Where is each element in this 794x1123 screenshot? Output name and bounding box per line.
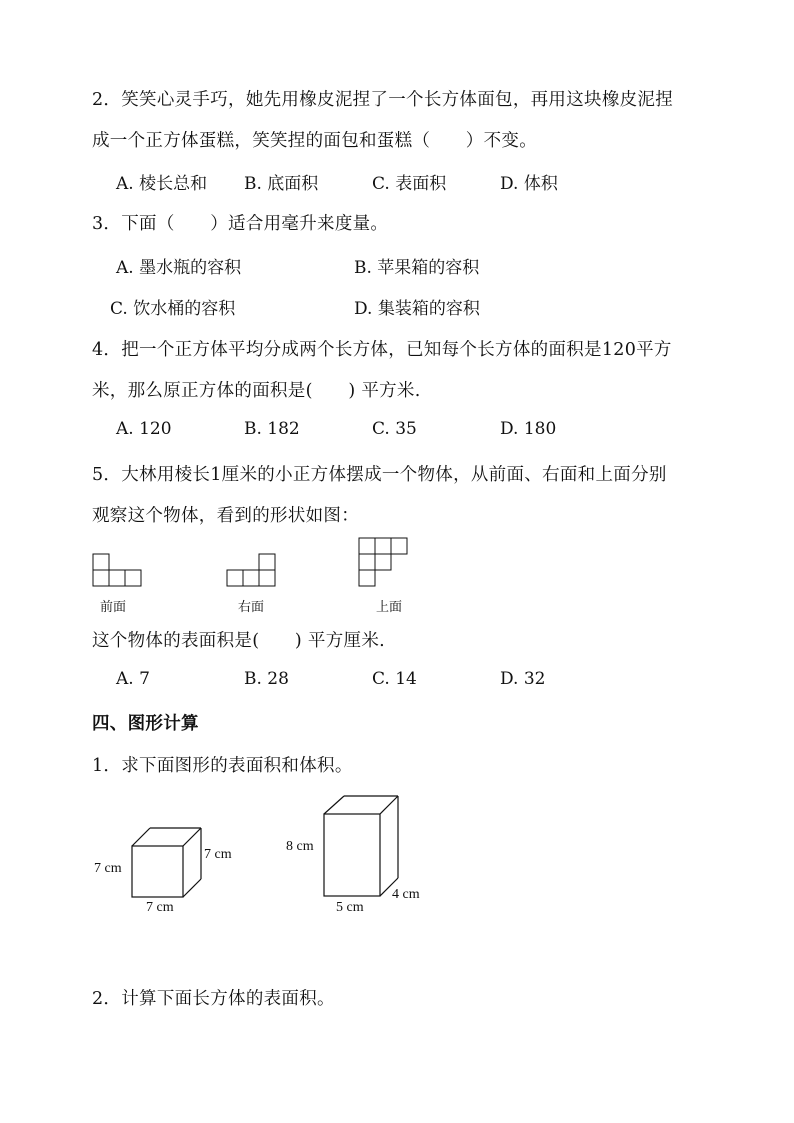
q3-option-d: D. 集装箱的容积: [354, 299, 480, 319]
q2-option-c: C. 表面积: [372, 174, 447, 194]
top-view-figure: [358, 536, 410, 588]
cuboid-depth-dimension: 4 cm: [392, 887, 420, 902]
cube-left-dimension: 7 cm: [94, 861, 122, 876]
top-view-label: 上面: [376, 600, 403, 615]
q3-option-c: C. 饮水桶的容积: [110, 299, 236, 319]
right-view-label: 右面: [238, 600, 265, 615]
q4-line2: 米，那么原正方体的面积是( ) 平方米.: [92, 381, 421, 401]
q5-line3: 这个物体的表面积是( ) 平方厘米.: [92, 631, 385, 651]
right-view-figure: [226, 552, 278, 588]
q2-option-d: D. 体积: [500, 174, 558, 194]
q2-line2: 成一个正方体蛋糕，笑笑捏的面包和蛋糕（ ）不变。: [92, 131, 537, 151]
q5-option-b: B. 28: [244, 669, 289, 689]
q2-option-a: A. 棱长总和: [116, 174, 208, 194]
cuboid-figure: [322, 794, 402, 898]
q3-line1: 3．下面（ ）适合用毫升来度量。: [92, 214, 389, 234]
cuboid-height-dimension: 8 cm: [286, 839, 314, 854]
q5-option-d: D. 32: [500, 669, 546, 689]
q2-option-b: B. 底面积: [244, 174, 319, 194]
q5-option-a: A. 7: [116, 669, 150, 689]
section4-q2: 2．计算下面长方体的表面积。: [92, 989, 335, 1009]
q4-option-a: A. 120: [116, 419, 172, 439]
q5-line1: 5．大林用棱长1厘米的小正方体摆成一个物体，从前面、右面和上面分别: [92, 465, 667, 485]
cube-bottom-dimension: 7 cm: [146, 900, 174, 915]
q3-option-b: B. 苹果箱的容积: [354, 258, 480, 278]
q5-line2: 观察这个物体，看到的形状如图：: [92, 506, 359, 526]
q5-option-c: C. 14: [372, 669, 417, 689]
front-view-label: 前面: [100, 600, 127, 615]
section4-q1: 1．求下面图形的表面积和体积。: [92, 756, 353, 776]
q3-option-a: A. 墨水瓶的容积: [116, 258, 242, 278]
q2-line1: 2．笑笑心灵手巧，她先用橡皮泥捏了一个长方体面包，再用这块橡皮泥捏: [92, 90, 674, 110]
cuboid-width-dimension: 5 cm: [336, 900, 364, 915]
cube-figure: [130, 826, 210, 898]
q4-line1: 4．把一个正方体平均分成两个长方体，已知每个长方体的面积是120平方: [92, 340, 672, 360]
section-heading: 四、图形计算: [92, 714, 199, 734]
front-view-figure: [92, 552, 144, 588]
cube-right-dimension: 7 cm: [204, 847, 232, 862]
q4-option-b: B. 182: [244, 419, 300, 439]
q4-option-c: C. 35: [372, 419, 417, 439]
q4-option-d: D. 180: [500, 419, 557, 439]
